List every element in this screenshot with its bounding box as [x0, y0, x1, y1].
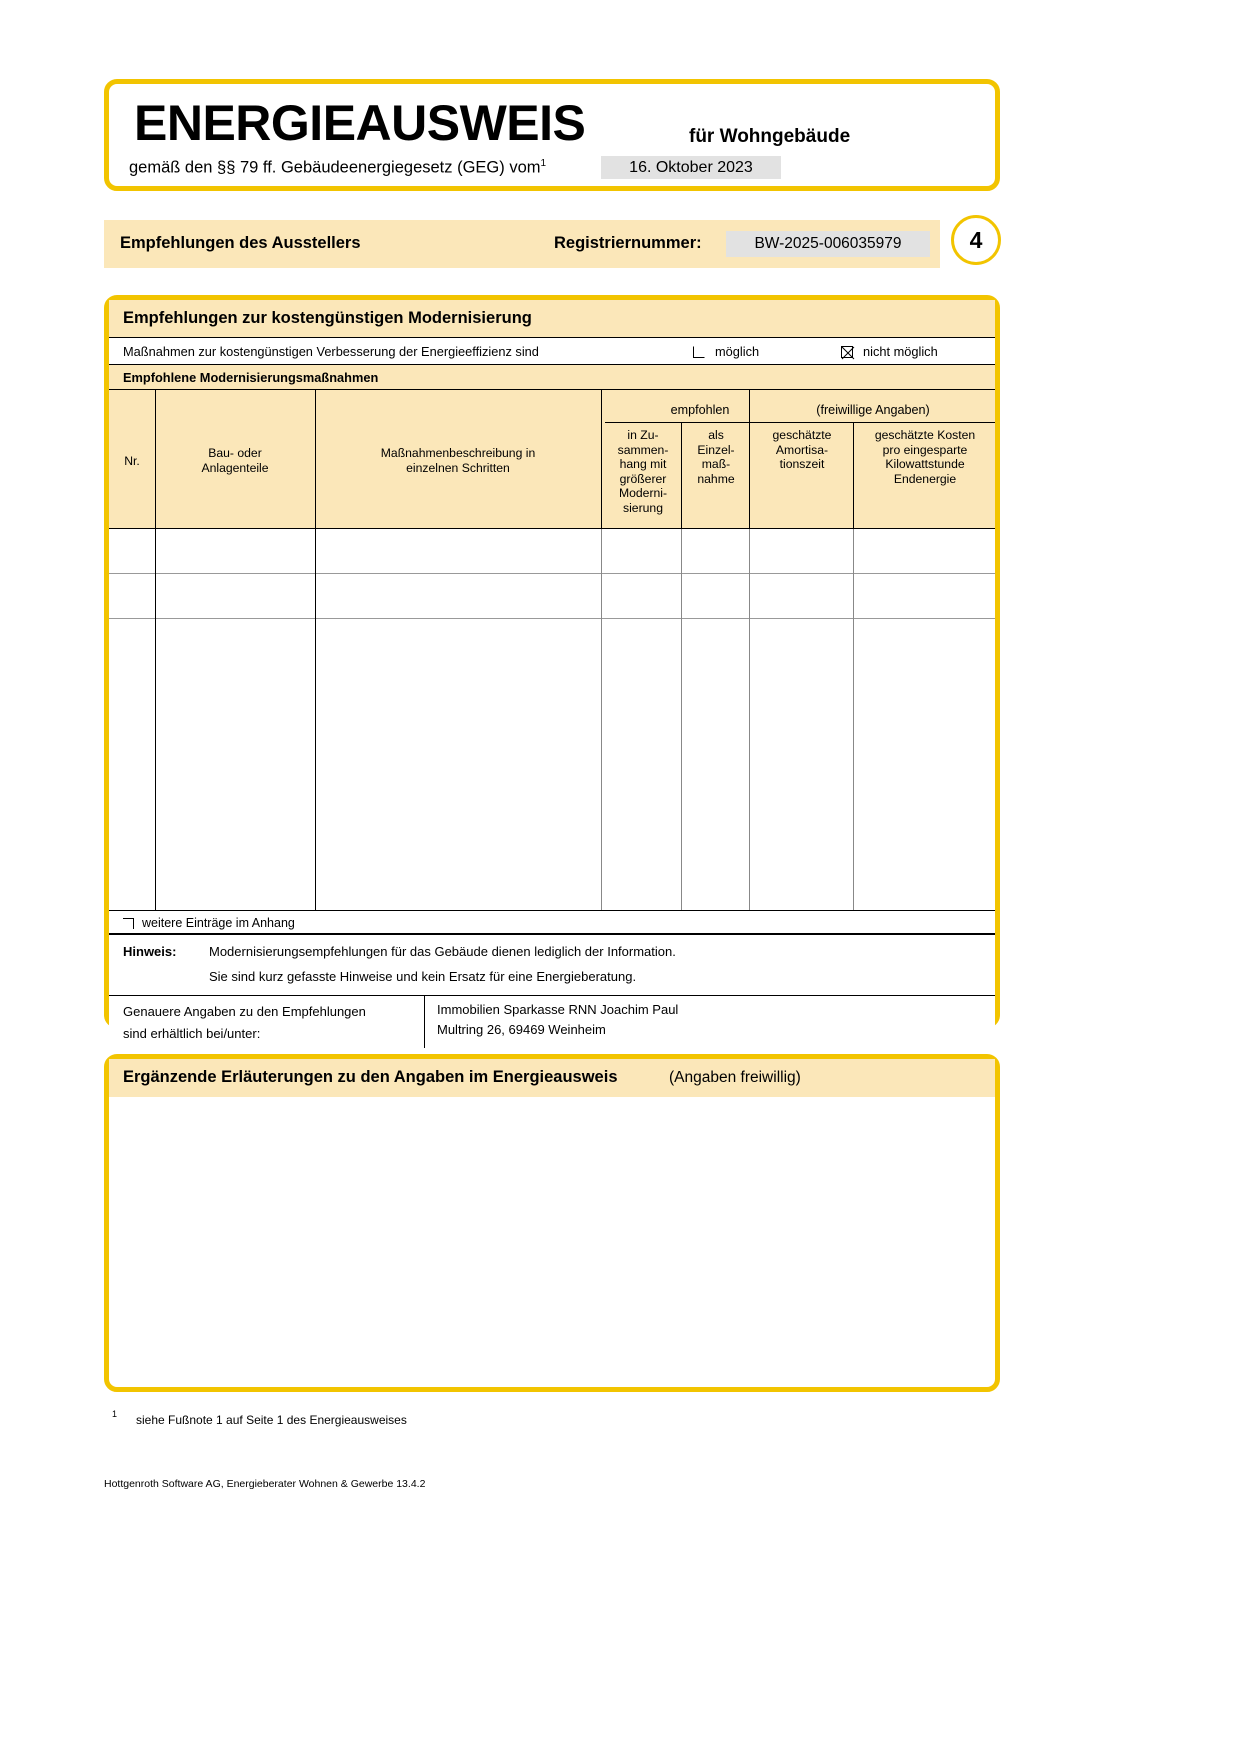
- header-divider-1: [155, 390, 156, 529]
- software-credit: Hottgenroth Software AG, Energieberater Wohnen & Gewerbe 13.4.2: [104, 1478, 426, 1490]
- explanations-panel: [104, 1054, 1000, 1392]
- column-header-zusammenhang-line1: in Zu-: [627, 428, 659, 442]
- column-header-zusammenhang-line6: sierung: [623, 500, 663, 515]
- section-subheader: [104, 220, 940, 268]
- footnote-marker-1: 1: [540, 158, 547, 169]
- column-header-zusammenhang-line3: hang mit: [619, 457, 667, 471]
- registration-label: Registriernummer:: [554, 234, 702, 252]
- column-header-amortisation: [753, 428, 851, 472]
- column-header-zusammenhang: [605, 428, 681, 515]
- table-row-divider-2: [109, 618, 995, 619]
- group-header-freiwillige: (freiwillige Angaben): [816, 403, 930, 417]
- hinweis-label: Hinweis:: [123, 944, 177, 959]
- further-entries-row: [109, 910, 995, 935]
- issue-date-field: 16. Oktober 2023: [601, 156, 781, 179]
- further-entries-label: weitere Einträge im Anhang: [142, 916, 295, 930]
- column-header-amortisation-line1: geschätzte: [772, 428, 832, 442]
- group-header-rule-freiwillige: [751, 422, 995, 423]
- column-header-zusammenhang-line4: größerer: [619, 471, 667, 486]
- body-divider-2: [315, 529, 316, 910]
- checkbox-nicht-moeglich-label: nicht möglich: [863, 344, 938, 359]
- page-number-badge: 4: [951, 215, 1001, 265]
- legal-basis-text: [129, 158, 546, 178]
- explanations-header: [109, 1059, 995, 1097]
- column-header-beschreibung-line1: Maßnahmenbeschreibung in: [380, 446, 536, 460]
- contact-divider: [424, 996, 425, 1048]
- page-title: ENERGIEAUSWEIS: [134, 95, 586, 151]
- measures-table-header: [109, 390, 995, 529]
- checkbox-moeglich-label: möglich: [715, 344, 760, 359]
- column-header-einzelmassnahme: [683, 428, 749, 486]
- contact-name: Immobilien Sparkasse RNN Joachim Paul: [437, 1002, 679, 1017]
- panel-heading: Empfehlungen zur kostengünstigen Modernisierung: [123, 309, 532, 327]
- column-header-amortisation-line3: tionszeit: [779, 457, 825, 471]
- body-divider-3: [601, 529, 602, 910]
- header-divider-6: [853, 422, 854, 529]
- column-header-kosten: [855, 428, 995, 486]
- legal-basis-label: gemäß den §§ 79 ff. Gebäudeenergiegesetz (GEG) vom: [129, 158, 541, 177]
- column-header-bauteile-line1: Bau- oder: [208, 446, 262, 460]
- column-header-amortisation-line2: Amortisa-: [775, 442, 829, 457]
- contact-address: Multring 26, 69469 Weinheim: [437, 1022, 606, 1037]
- group-header-empfohlen: empfohlen: [670, 403, 730, 417]
- section-title: Empfehlungen des Ausstellers: [120, 234, 361, 252]
- checkbox-moeglich[interactable]: [693, 346, 705, 358]
- column-header-kosten-line1: geschätzte Kosten: [874, 428, 976, 442]
- column-header-zusammenhang-line5: Moderni-: [618, 486, 668, 500]
- column-header-bauteile-line2: Anlagenteile: [201, 460, 269, 475]
- measures-table-body: [109, 529, 995, 910]
- column-header-einzelmassnahme-line2: Einzel-: [697, 442, 735, 457]
- column-header-zusammenhang-line2: sammen-: [617, 442, 669, 457]
- feasibility-question: Maßnahmen zur kostengünstigen Verbesserung der Energieeffizienz sind: [123, 344, 539, 359]
- page-subtitle: für Wohngebäude: [689, 126, 851, 147]
- check-x-icon: [841, 346, 855, 360]
- title-box: [104, 79, 1000, 191]
- feasibility-row: [109, 337, 995, 365]
- column-header-kosten-line2: pro eingesparte: [882, 442, 968, 457]
- panel-header: [109, 300, 995, 337]
- measures-table: [109, 390, 995, 910]
- measures-subheading-row: [109, 365, 995, 390]
- hinweis-line2: Sie sind kurz gefasste Hinweise und kein Ersatz für eine Energieberatung.: [209, 969, 637, 984]
- explanations-subheading: (Angaben freiwillig): [669, 1069, 801, 1086]
- contact-question-line1: Genauere Angaben zu den Empfehlungen: [123, 1004, 366, 1019]
- column-header-kosten-line3: Kilowattstunde: [885, 457, 965, 471]
- header-divider-3: [601, 390, 602, 529]
- body-divider-4: [681, 529, 682, 910]
- column-header-einzelmassnahme-line1: als: [708, 428, 724, 442]
- column-header-bauteile: [157, 446, 313, 475]
- column-header-nr: Nr.: [124, 454, 140, 468]
- body-divider-6: [853, 529, 854, 910]
- explanations-heading: Ergänzende Erläuterungen zu den Angaben im Energieausweis: [123, 1068, 618, 1086]
- measures-subheading: Empfohlene Modernisierungsmaßnahmen: [123, 370, 379, 385]
- checkbox-nicht-moeglich[interactable]: [841, 346, 853, 358]
- recommendations-panel: [104, 295, 1000, 1041]
- hinweis-line1: Modernisierungsempfehlungen für das Gebäude dienen lediglich der Information.: [209, 944, 676, 959]
- registration-number-field: BW-2025-006035979: [726, 231, 930, 257]
- column-header-kosten-line4: Endenergie: [893, 471, 957, 486]
- footnote-marker: 1: [112, 1409, 118, 1419]
- column-header-einzelmassnahme-line4: nahme: [697, 471, 735, 486]
- header-divider-2: [315, 390, 316, 529]
- column-header-beschreibung-line2: einzelnen Schritten: [406, 460, 510, 475]
- hinweis-block: [109, 935, 995, 995]
- body-divider-1: [155, 529, 156, 910]
- table-row-divider-1: [109, 573, 995, 574]
- header-divider-4: [681, 422, 682, 529]
- contact-block: [109, 995, 995, 1048]
- body-divider-5: [749, 529, 750, 910]
- column-header-beschreibung: [317, 446, 599, 475]
- column-header-einzelmassnahme-line3: maß-: [701, 457, 731, 471]
- header-divider-5: [749, 390, 750, 529]
- further-entries-checkbox[interactable]: [123, 918, 134, 929]
- contact-question-line2: sind erhältlich bei/unter:: [123, 1026, 261, 1041]
- footnote-text: siehe Fußnote 1 auf Seite 1 des Energieausweises: [136, 1413, 407, 1427]
